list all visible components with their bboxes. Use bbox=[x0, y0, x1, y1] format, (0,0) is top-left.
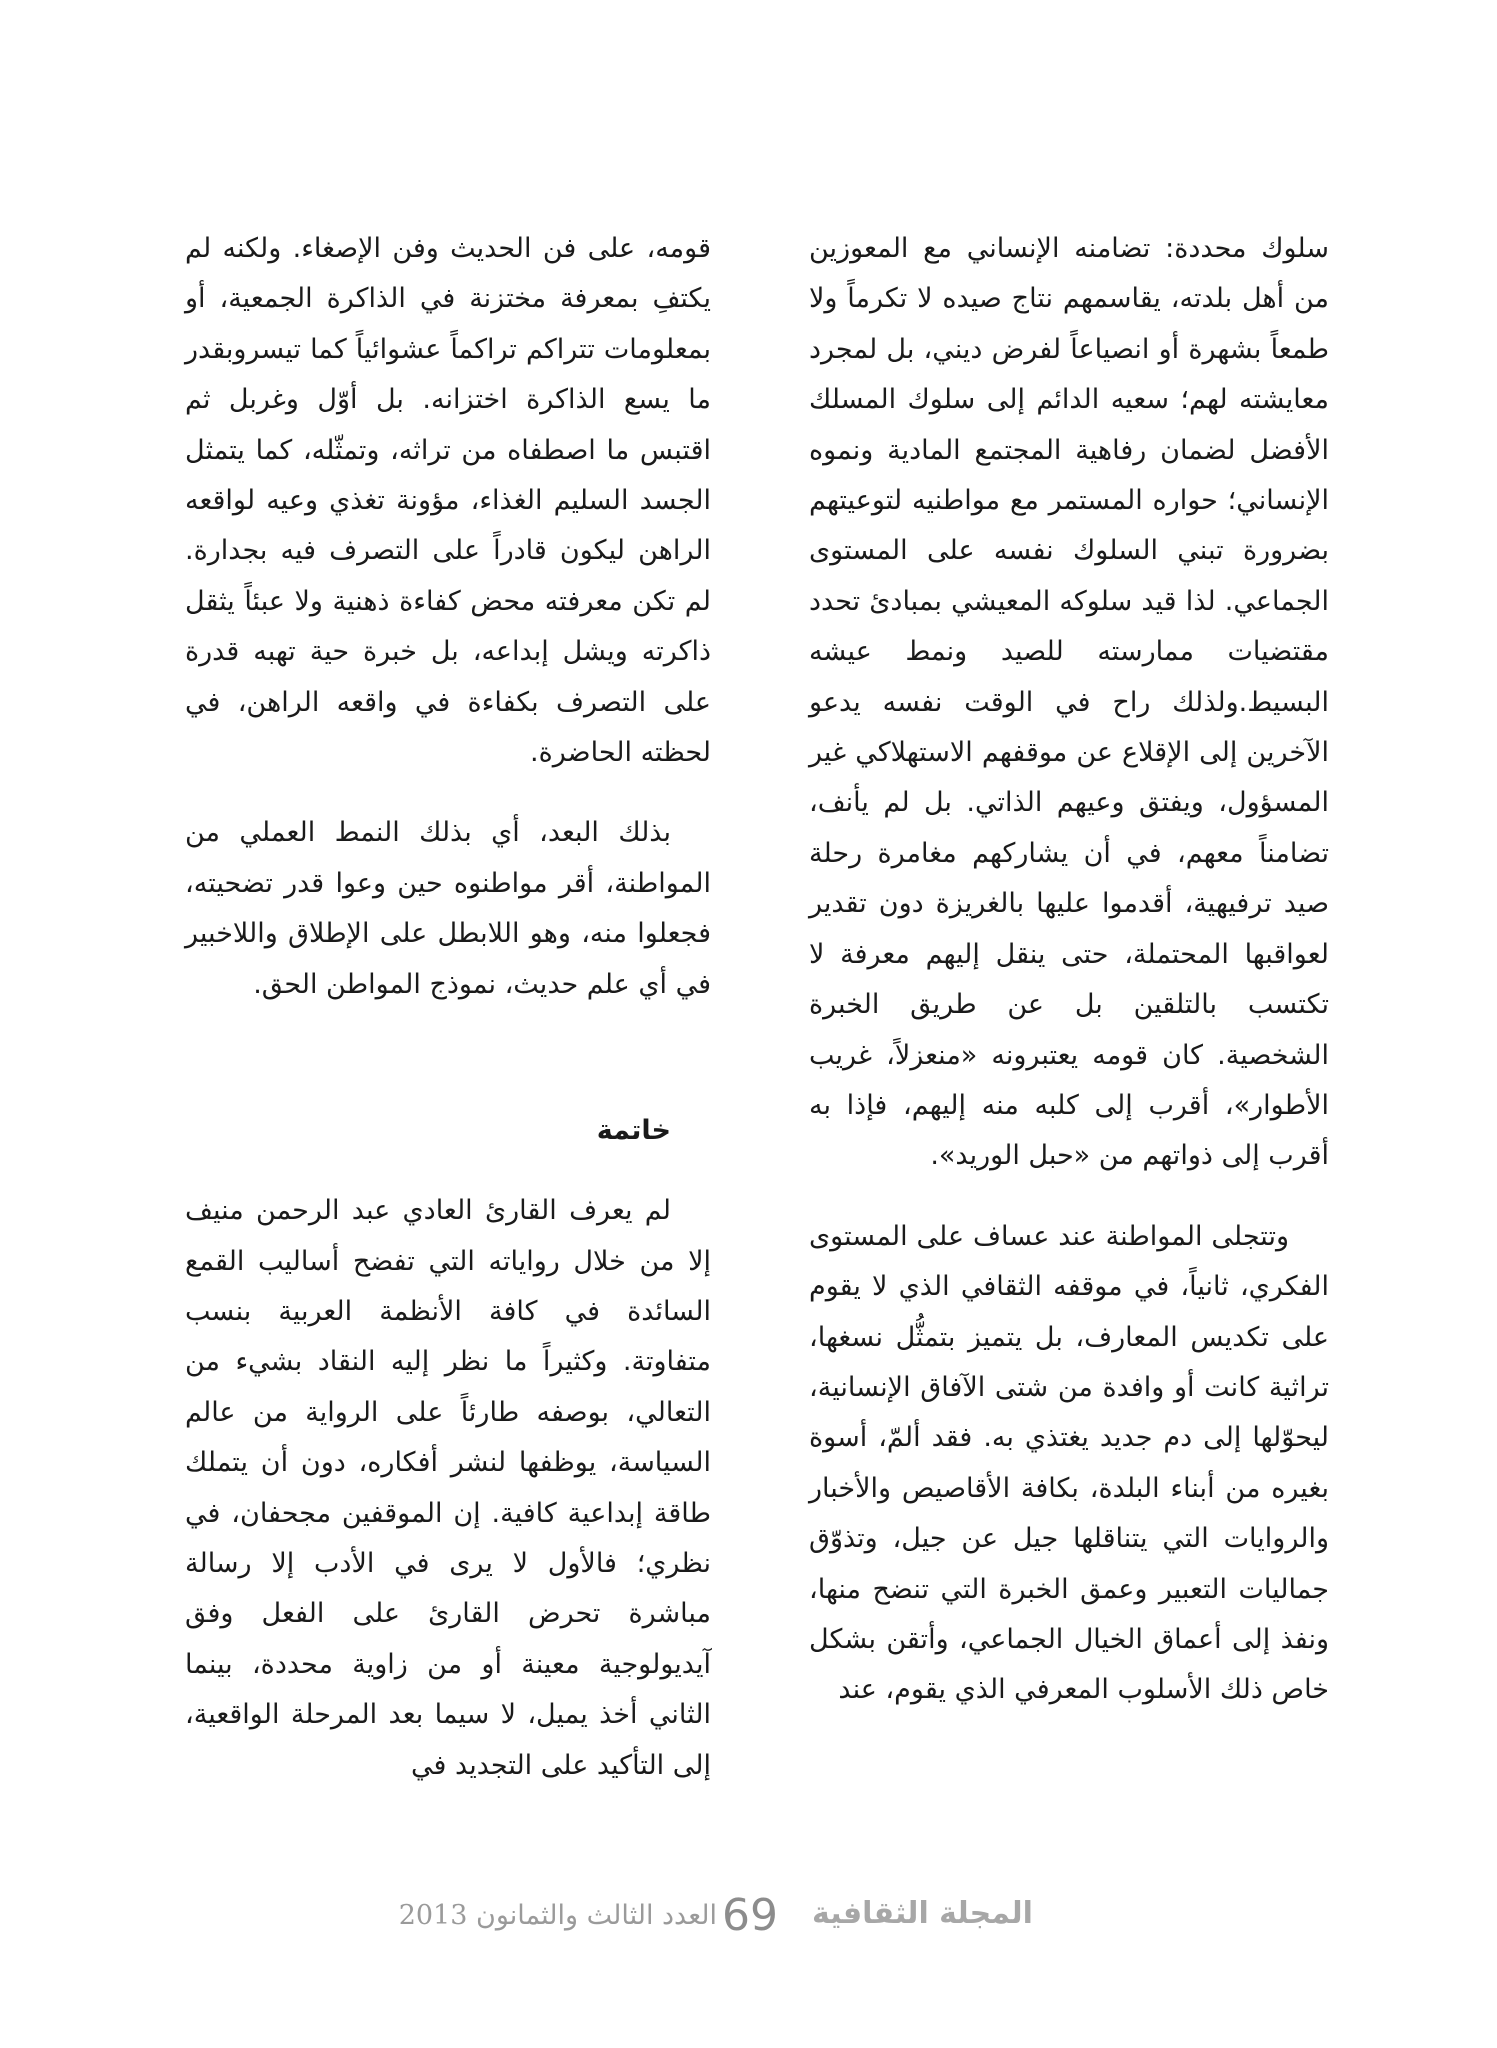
issue-label: العدد الثالث والثمانون 2013 bbox=[398, 1900, 717, 1931]
right-column bbox=[809, 224, 1329, 1716]
left-column bbox=[185, 224, 711, 1791]
page-number: 69 bbox=[722, 1890, 778, 1941]
paragraph: لم يعرف القارئ العادي عبد الرحمن منيف إلا من خلال رواياته التي تفضح أساليب القمع السائدة في كافة الأنظمة العربية بنسب متفاوتة. وكثيراً ما نظر إليه النقاد بشيء من التعالي، بوصفه طارئاً على الرواية من عالم السياسة، يوظفها لنشر أفكاره، دون أن يتملك طاقة إبداعية كافية. إن الموقفين مجحفان، في نظري؛ فالأول لا يرى في الأدب إلا رسالة مباشرة تحرض القارئ على الفعل وفق آيديولوجية معينة أو من زاوية محددة، بينما الثاني أخذ يميل، لا سيما بعد المرحلة الواقعية، إلى التأكيد على التجديد في bbox=[185, 1195, 711, 1781]
magazine-logo: المجلة الثقافية bbox=[812, 1896, 1033, 1931]
page-footer bbox=[0, 1890, 1497, 1950]
paragraph: بذلك البعد، أي بذلك النمط العملي من المواطنة، أقر مواطنوه حين وعوا قدر تضحيته، فجعلوا منه، وهو اللابطل على الإطلاق واللاخبير في أي علم حديث، نموذج المواطن الحق. bbox=[185, 817, 711, 1000]
paragraph: سلوك محددة: تضامنه الإنساني مع المعوزين من أهل بلدته، يقاسمهم نتاج صيده لا تكرماً ولا طمعاً بشهرة أو انصياعاً لفرض ديني، بل لمجرد معايشته لهم؛ سعيه الدائم إلى سلوك المسلك الأفضل لضمان رفاهية المجتمع المادية ونموه الإنساني؛ حواره المستمر مع مواطنيه لتوعيتهم بضرورة تبني السلوك نفسه على المستوى الجماعي. لذا قيد سلوكه المعيشي بمبادئ تحدد مقتضيات ممارسته للصيد ونمط عيشه البسيط.ولذلك راح في الوقت نفسه يدعو الآخرين إلى الإقلاع عن موقفهم الاستهلاكي غير المسؤول، ويفتق وعيهم الذاتي. بل لم يأنف، تضامناً معهم، في أن يشاركهم مغامرة رحلة صيد ترفيهية، أقدموا عليها بالغريزة دون تقدير لعواقبها المحتملة، حتى ينقل إليهم معرفة لا تكتسب بالتلقين بل عن طريق الخبرة الشخصية. كان قومه يعتبرونه «منعزلاً، غريب الأطوار»، أقرب إلى كلبه منه إليهم، فإذا به أقرب إلى ذواتهم من «حبل الوريد». bbox=[809, 233, 1329, 1172]
paragraph: قومه، على فن الحديث وفن الإصغاء. ولكنه لم يكتفِ بمعرفة مختزنة في الذاكرة الجمعية، أو بمعلومات تتراكم تراكماً عشوائياً كما تيسروبقدر ما يسع الذاكرة اختزانه. بل أوّل وغربل ثم اقتبس ما اصطفاه من تراثه، وتمثّله، كما يتمثل الجسد السليم الغذاء، مؤونة تغذي وعيه لواقعه الراهن ليكون قادراً على التصرف فيه بجدارة. لم تكن معرفته محض كفاءة ذهنية ولا عبئاً يثقل ذاكرته ويشل إبداعه، بل خبرة حية تهبه قدرة على التصرف بكفاءة في واقعه الراهن، في لحظته الحاضرة. bbox=[185, 233, 711, 769]
paragraph: وتتجلى المواطنة عند عساف على المستوى الفكري، ثانياً، في موقفه الثقافي الذي لا يقوم على تكديس المعارف، بل يتميز بتمثُّل نسغها، تراثية كانت أو وافدة من شتى الآفاق الإنسانية، ليحوّلها إلى دم جديد يغتذي به. فقد ألمّ، أسوة بغيره من أبناء البلدة، بكافة الأقاصيص والأخبار والروايات التي يتناقلها جيل عن جيل، وتذوّق جماليات التعبير وعمق الخبرة التي تنضح منها، ونفذ إلى أعماق الخيال الجماعي، وأتقن بشكل خاص ذلك الأسلوب المعرفي الذي يقوم، عند bbox=[809, 1220, 1329, 1706]
section-heading: خاتمة bbox=[596, 1115, 671, 1147]
